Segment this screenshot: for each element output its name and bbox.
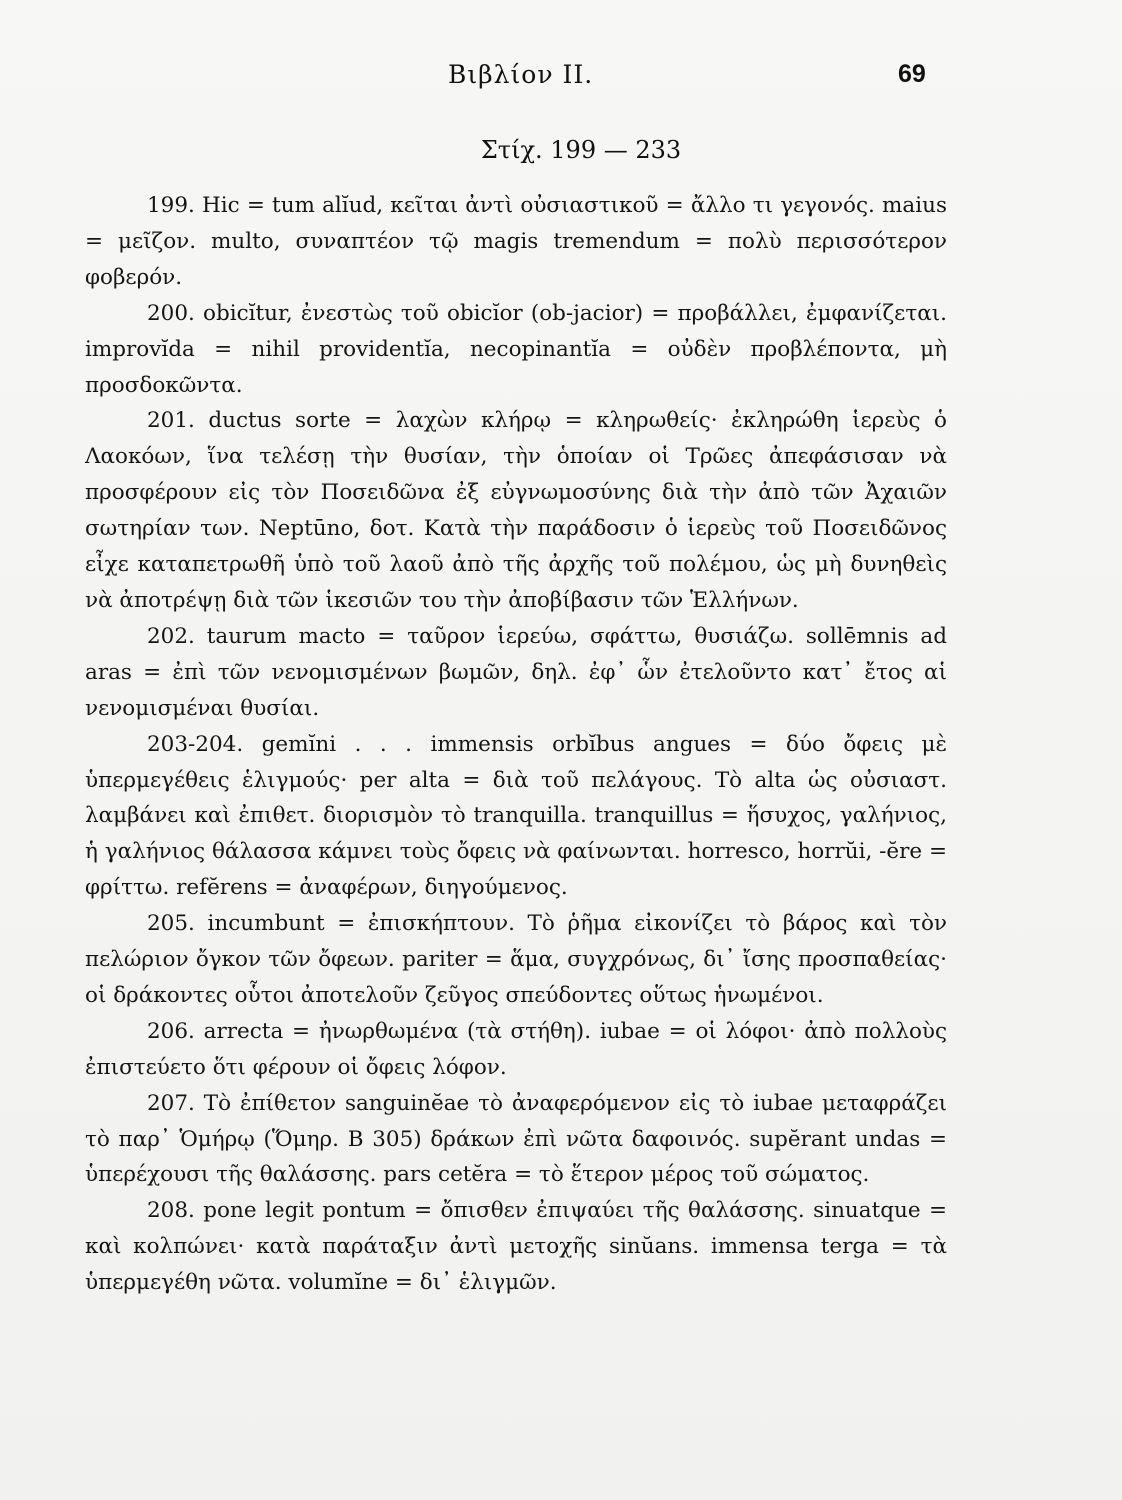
page-number: 69: [898, 60, 926, 88]
commentary-paragraph-202: 202. taurum macto = ταῦρον ἱερεύω, σφάττω, θυσιάζω. sollēmnis ad aras = ἐπὶ τῶν νενομισμένων βωμῶν, δηλ. ἐφ᾽ ὧν ἐτελοῦντο κατ᾽ ἔτος αἱ νενομισμέναι θυσίαι.: [85, 623, 947, 721]
commentary-paragraph-205: 205. incumbunt = ἐπισκήπτουν. Τὸ ῥῆμα εἰκονίζει τὸ βάρος καὶ τὸν πελώριον ὄγκον τῶν ὄφεων. pariter = ἅμα, συγχρόνως, δι᾽ ἴσης προσπαθείας· οἱ δράκοντες οὗτοι ἀποτελοῦν ζεῦγος σπεύδοντες οὕτως ἡνωμένοι.: [85, 911, 947, 1008]
commentary-paragraph-200: 200. obicĭtur, ἐνεστὼς τοῦ obicĭor (ob-jacior) = προβάλλει, ἐμφανίζεται. improvĭda = nihil providentĭa, necopinantĭa = οὐδὲν προβλέποντα, μὴ προσδοκῶντα.: [85, 300, 947, 398]
commentary-body: [85, 188, 947, 1301]
commentary-paragraph-203-204: 203-204. gemĭni . . . immensis orbĭbus angues = δύο ὄφεις μὲ ὑπερμεγέθεις ἑλιγμούς· per alta = διὰ τοῦ πελάγους. Τὸ alta ὡς οὐσιαστ. λαμβάνει καὶ ἐπιθετ. διορισμὸν τὸ tranquilla. tranquillus = ἥσυχος, γαλήνιος, ἡ γαλήνιος θάλασσα κάμνει τοὺς ὄφεις νὰ φαίνωνται. horresco, horrŭi, -ĕre = φρίττω. refĕrens = ἀναφέρων, διηγούμενος.: [85, 731, 947, 901]
running-title: Βιβλίον II.: [448, 60, 594, 89]
commentary-paragraph-207: 207. Τὸ ἐπίθετον sanguinĕae τὸ ἀναφερόμενον εἰς τὸ iubae μεταφράζει τὸ παρ᾽ Ὁμήρῳ (Ὅμηρ. Β 305) δράκων ἐπὶ νῶτα δαφοινός. supĕrant undas = ὑπερέχουσι τῆς θαλάσσης. pars cetĕra = τὸ ἕτερον μέρος τοῦ σώματος.: [85, 1090, 947, 1188]
section-heading: Στίχ. 199 — 233: [480, 136, 682, 164]
commentary-paragraph-208: 208. pone legit pontum = ὄπισθεν ἐπιψαύει τῆς θαλάσσης. sinuatque = καὶ κολπώνει· κατὰ παράταξιν ἀντὶ μετοχῆς sinŭans. immensa terga = τὰ ὑπερμεγέθη νῶτα. volumĭne = δι᾽ ἑλιγμῶν.: [85, 1198, 947, 1296]
commentary-paragraph-201: 201. ductus sorte = λαχὼν κλήρῳ = κληρωθείς· ἐκληρώθη ἱερεὺς ὁ Λαοκόων, ἵνα τελέσῃ τὴν θυσίαν, τὴν ὁποίαν οἱ Τρῶες ἀπεφάσισαν νὰ προσφέρουν εἰς τὸν Ποσειδῶνα ἐξ εὐγνωμοσύνης διὰ τὴν ἀπὸ τῶν Ἀχαιῶν σωτηρίαν των. Neptūno, δοτ. Κατὰ τὴν παράδοσιν ὁ ἱερεὺς τοῦ Ποσειδῶνος εἶχε καταπετρωθῆ ὑπὸ τοῦ λαοῦ ἀπὸ τῆς ἀρχῆς τοῦ πολέμου, ὡς μὴ δυνηθεὶς νὰ ἀποτρέψῃ διὰ τῶν ἱκεσιῶν του τὴν ἀποβίβασιν τῶν Ἑλλήνων.: [85, 408, 947, 613]
commentary-paragraph-199: 199. Hic = tum alĭud, κεῖται ἀντὶ οὐσιαστικοῦ = ἄλλο τι γεγονός. maius = μεῖζον. multo, συναπτέον τῷ magis tremendum = πολὺ περισσότερον φοβερόν.: [85, 193, 947, 290]
page-header: [0, 60, 1122, 100]
commentary-paragraph-206: 206. arrecta = ἠνωρθωμένα (τὰ στήθη). iubae = οἱ λόφοι· ἀπὸ πολλοὺς ἐπιστεύετο ὅτι φέρουν οἱ ὄφεις λόφον.: [85, 1018, 947, 1080]
